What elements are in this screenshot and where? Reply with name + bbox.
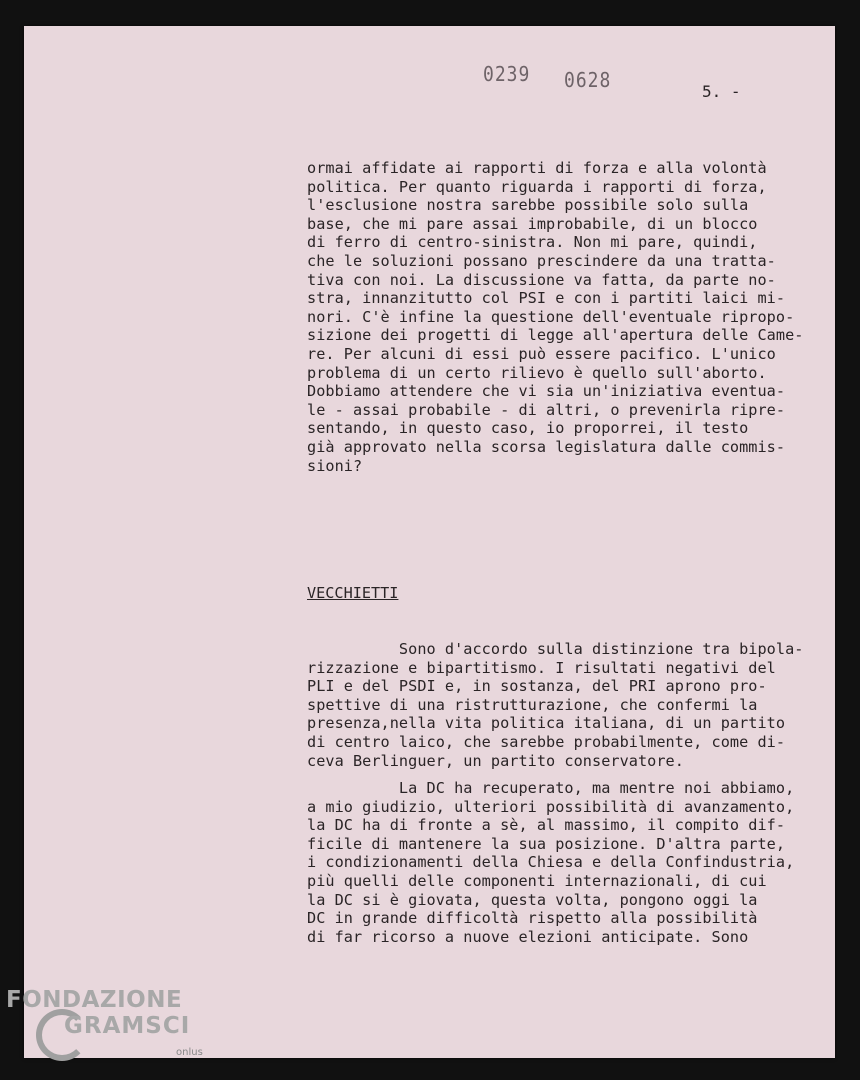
page-number: 5. - [702, 82, 741, 101]
watermark-line1: FONDAZIONE [6, 987, 183, 1013]
fondazione-gramsci-watermark [6, 987, 226, 1079]
paragraph-continuation: ormai affidate ai rapporti di forza e alla volontà politica. Per quanto riguarda i rapporti di forza, l'esclusione nostra sarebbe possibile solo sulla base, che mi pare assai improbabile, di un blocco di ferro di centro-sinistra. Non mi pare, quindi, che le soluzioni possano prescindere da una tratta- tiva con noi. La discussione va fatta, da parte no- stra, innanzitutto col PSI e con i partiti laici mi- nori. C'è infine la questione dell'eventuale ripropo- sizione dei progetti di legge all'apertura delle Came- re. Per alcuni di essi può essere pacifico. L'unico problema di un certo rilievo è quello sull'aborto. Dobbiamo attendere che vi sia un'iniziativa eventua- le - assai probabile - di altri, o prevenirla ripre- sentando, in questo caso, io proporrei, il testo già approvato nella scorsa legislatura dalle commis- sioni? [307, 159, 804, 475]
paragraph-vecchietti-2: La DC ha recuperato, ma mentre noi abbiamo, a mio giudizio, ulteriori possibilità di avanzamento, la DC ha di fronte a sè, al massimo, il compito dif- ficile di mantenere la sua posizione. D'altra parte, i condizionamenti della Chiesa e della Confindustria, più quelli delle componenti internazionali, di cui la DC si è giovata, questa volta, pongono oggi la DC in grande difficoltà rispetto alla possibilità di far ricorso a nuove elezioni anticipate. Sono [307, 779, 795, 946]
speaker-heading: VECCHIETTI [307, 584, 399, 602]
document-page [24, 26, 835, 1058]
watermark-suffix: onlus [176, 1047, 203, 1058]
watermark-line2: GRAMSCI [64, 1013, 191, 1039]
archive-number-1: 0239 [483, 62, 531, 87]
paragraph-vecchietti-1: Sono d'accordo sulla distinzione tra bipola- rizzazione e bipartitismo. I risultati negativi del PLI e del PSDI e, in sostanza, del PRI aprono pro- spettive di una ristrutturazione, che confermi la presenza,nella vita politica italiana, di un partito di centro laico, che sarebbe probabilmente, come di- ceva Berlinguer, un partito conservatore. [307, 640, 804, 770]
archive-number-2: 0628 [564, 68, 612, 93]
